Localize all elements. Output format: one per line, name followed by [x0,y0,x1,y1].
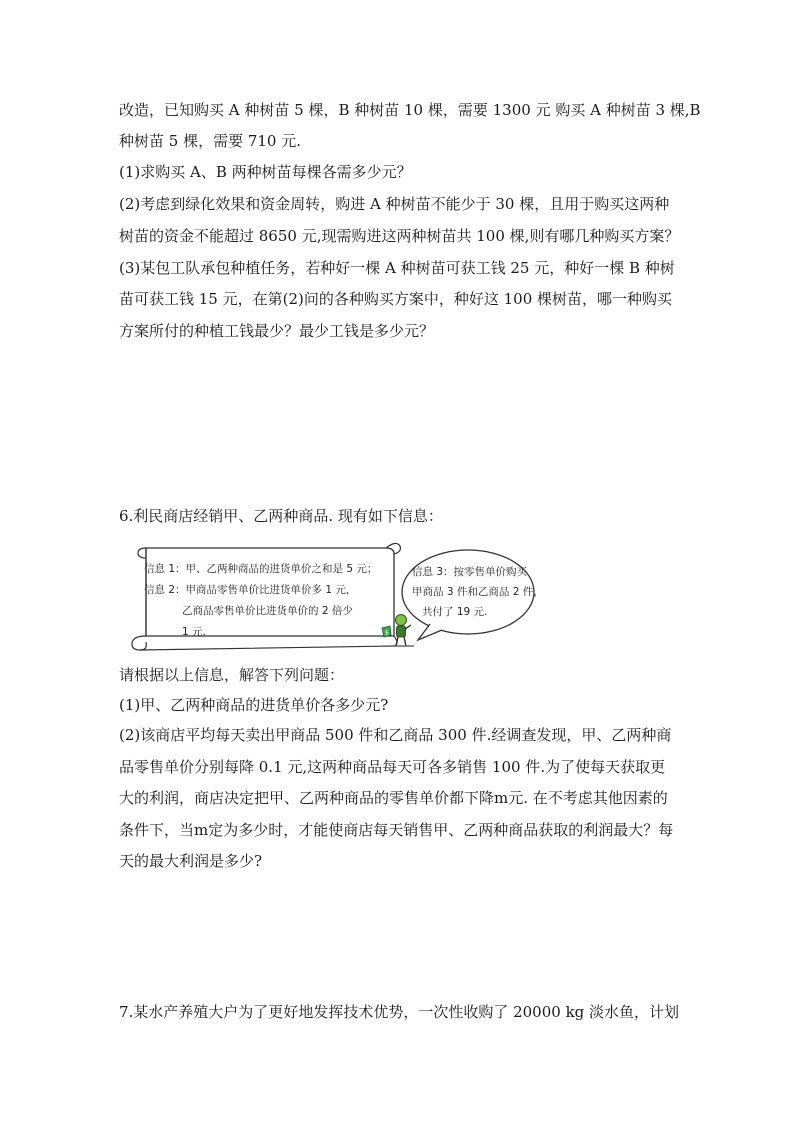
problem-5-line: 苗可获工钱 15 元，在第(2)问的各种购买方案中，种好这 100 棵树苗，哪一种购买 [119,290,673,308]
problem-5-line: 树苗的资金不能超过 8650 元,现需购进这两种树苗共 100 棵,则有哪几种购买方案？ [119,227,680,245]
info-illustration [128,540,558,652]
problem-6-heading: 6.利民商店经销甲、乙两种商品. 现有如下信息： [119,507,443,525]
problem-5-question-3: (3)某包工队承包种植任务，若种好一棵 A 种树苗可获工钱 25 元，种好一棵 B 种树 [119,259,675,277]
problem-6-line: 品零售单价分别每降 0.1 元,这两种商品每天可各多销售 100 件.为了使每天获取更 [119,758,666,776]
problem-6-line: 条件下，当m定为多少时，才能使商店每天销售甲、乙两种商品获取的利润最大？每 [119,821,674,839]
problem-6-question-2: (2)该商店平均每天卖出甲商品 500 件和乙商品 300 件.经调查发现，甲、乙两种商 [119,726,672,744]
problem-5-question-1: (1)求购买 A、B 两种树苗每棵各需多少元？ [119,163,412,181]
problem-5-line: 种树苗 5 棵，需要 710 元. [119,132,302,150]
problem-5-line: 方案所付的种植工钱最少？最少工钱是多少元？ [119,322,435,340]
problem-6-question-1: (1)甲、乙两种商品的进货单价各多少元? [119,696,389,714]
problem-6-line: 天的最大利润是多少? [119,852,263,870]
problem-5-line: 改造，已知购买 A 种树苗 5 棵，B 种树苗 10 棵，需要 1300 元 购买 A 种树苗 3 棵,B [119,101,701,119]
info-2-text-cont: 乙商品零售单价比进货单价的 2 倍少 [182,605,353,617]
problem-7-heading: 7.某水产养殖大户为了更好地发挥技术优势，一次性收购了 20000 kg 淡水鱼，计划 [119,1003,680,1021]
info-2-text: 信息 2：甲商品零售单价比进货单价多 1 元， [144,584,357,596]
info-3-text-cont: 共付了 19 元. [422,606,488,618]
info-1-text: 信息 1：甲、乙两种商品的进货单价之和是 5 元； [144,563,378,575]
info-3-text-cont: 甲商品 3 件和乙商品 2 件， [412,586,544,598]
svg-text:$: $ [385,629,389,637]
problem-6-instruction: 请根据以上信息，解答下列问题： [119,666,345,684]
info-2-text-cont: 1 元. [182,626,206,638]
problem-5-question-2: (2)考虑到绿化效果和资金周转，购进 A 种树苗不能少于 30 棵，且用于购买这两种 [119,195,670,213]
info-3-text: 信息 3：按零售单价购买 [412,566,528,578]
problem-6-line: 大的利润，商店决定把甲、乙两种商品的零售单价都下降m元. 在不考虑其他因素的 [119,789,668,807]
